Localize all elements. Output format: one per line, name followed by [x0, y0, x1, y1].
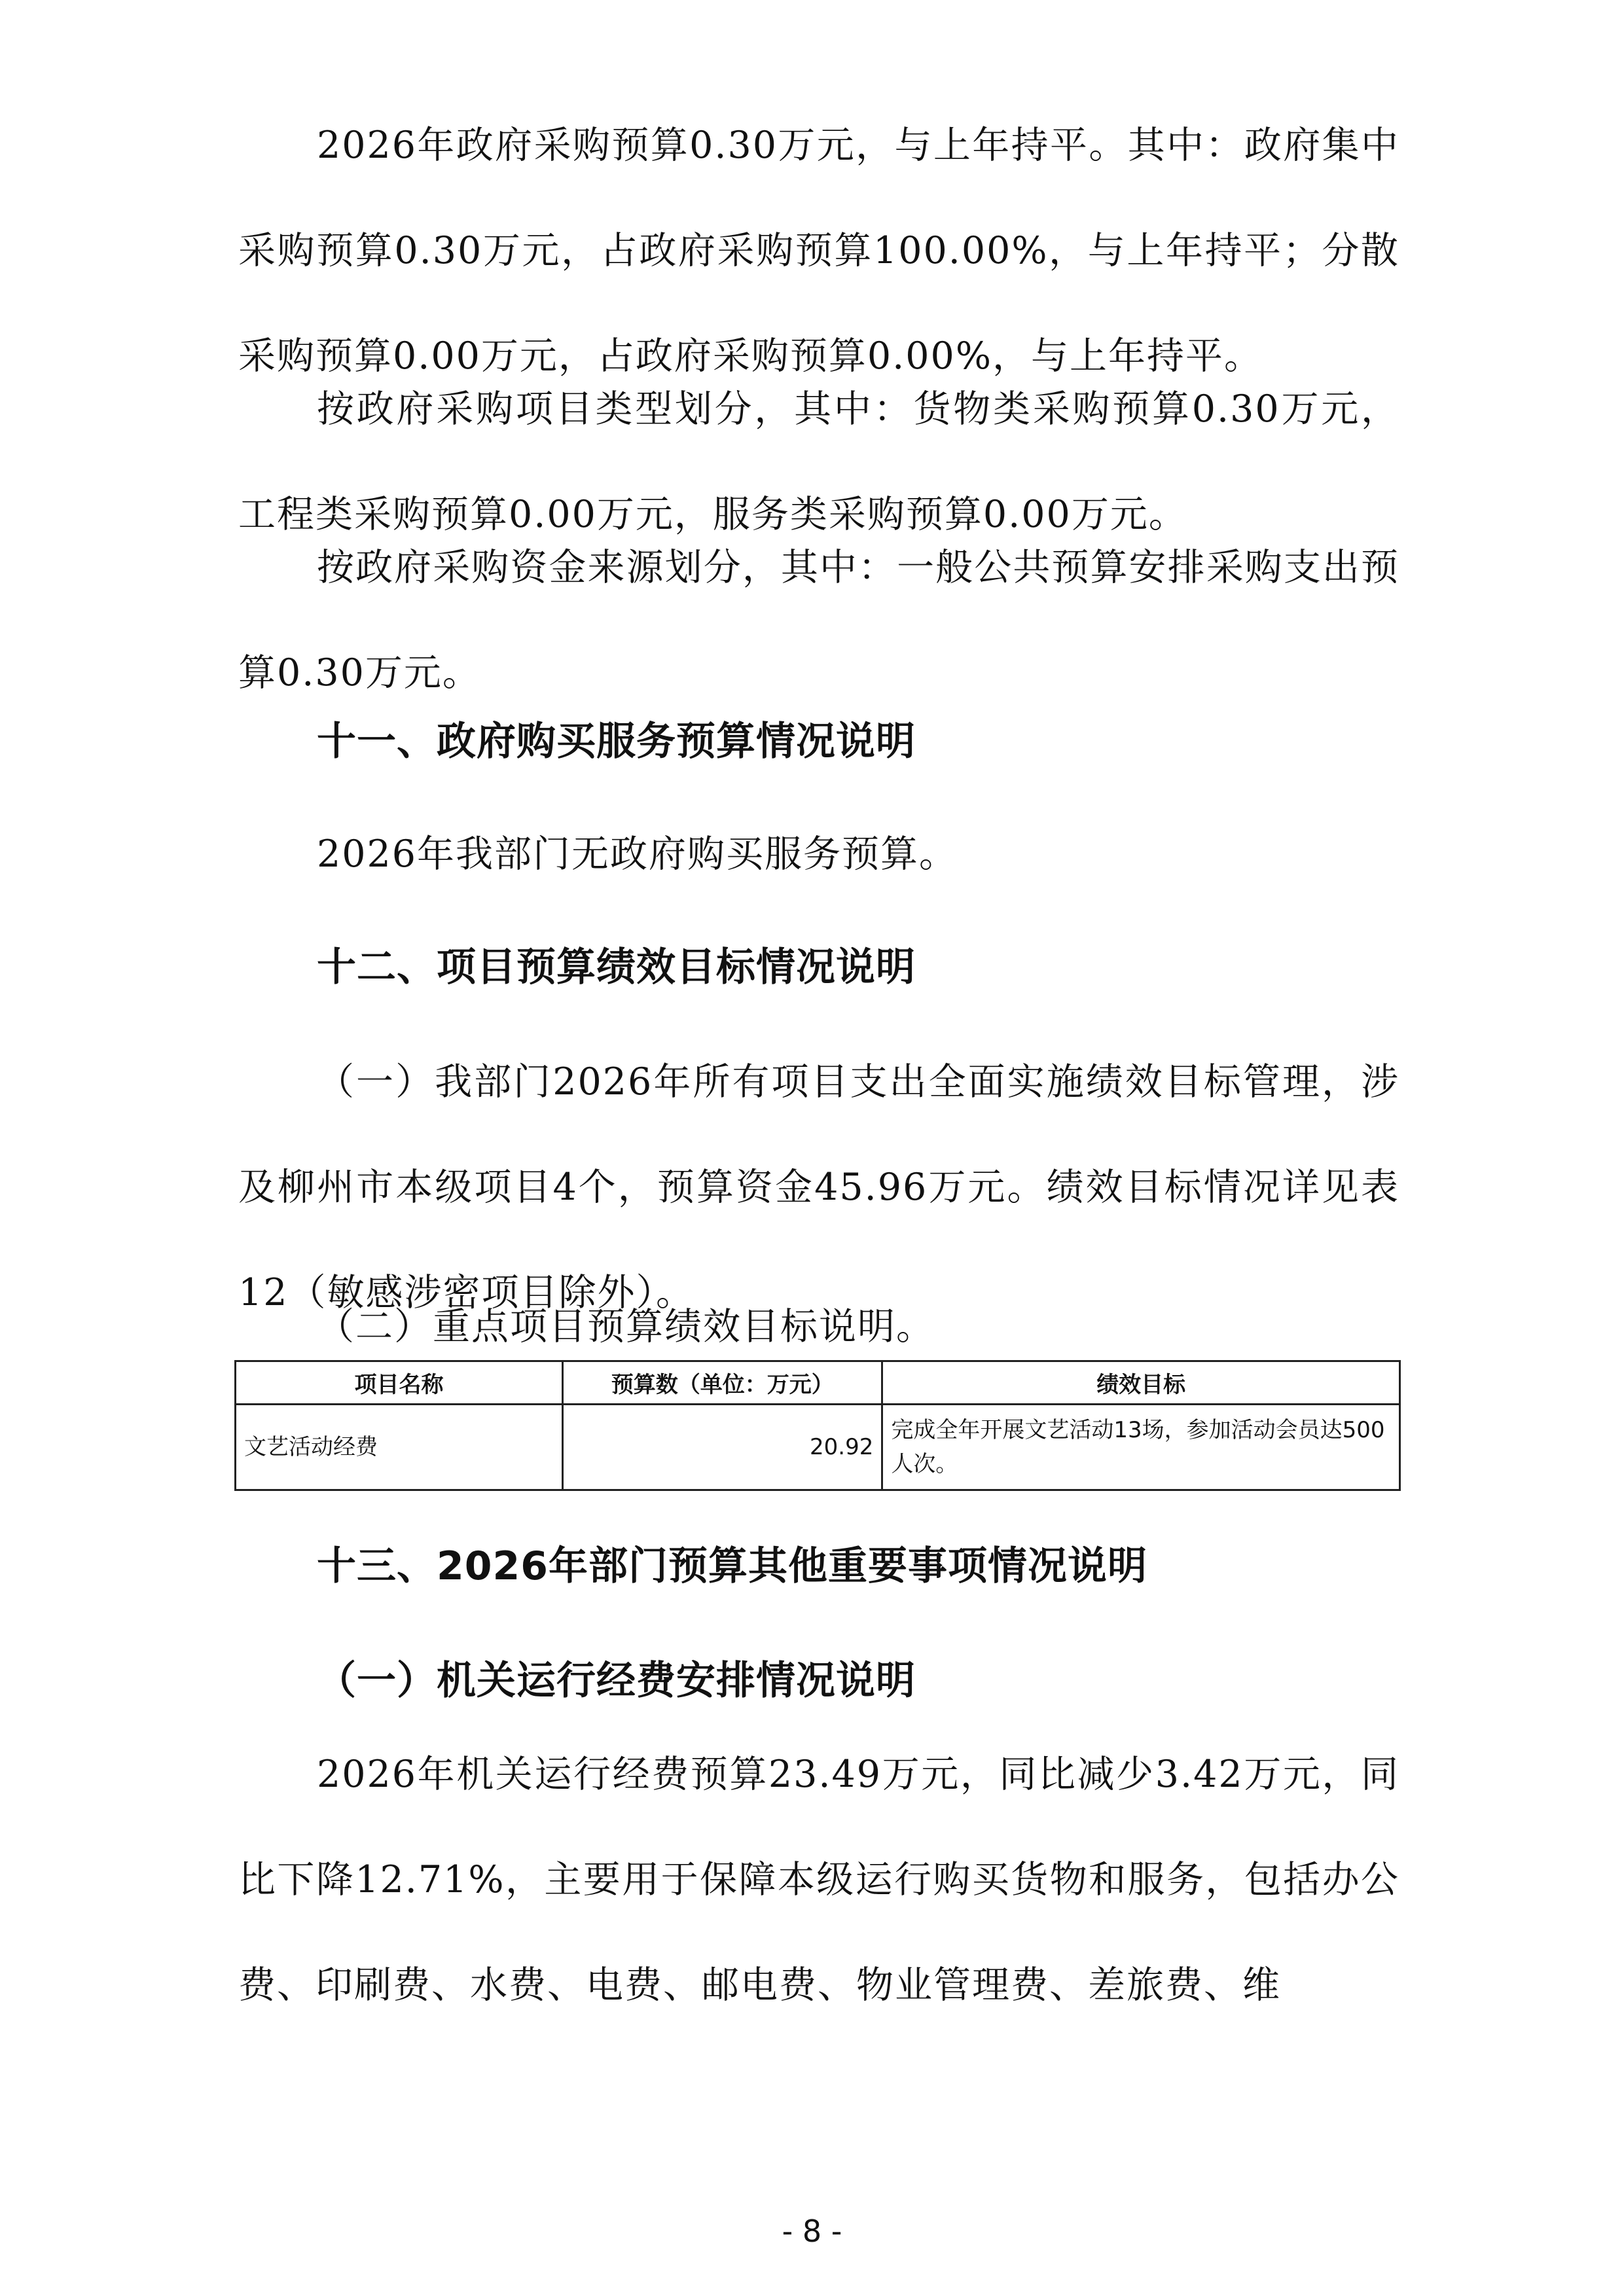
cell-project-name: 文艺活动经费 [236, 1405, 563, 1490]
paragraph-no-service-purchase: 2026年我部门无政府购买服务预算。 [317, 833, 958, 876]
paragraph-performance-management: （一）我部门2026年所有项目支出全面实施绩效目标管理，涉及柳州市本级项目4个，预算资金45.96万元。绩效目标情况详见表12（敏感涉密项目除外）。 [238, 1060, 1399, 1314]
cell-budget-amount: 20.92 [563, 1405, 882, 1490]
paragraph-procurement-by-source: 按政府采购资金来源划分，其中：一般公共预算安排采购支出预算0.30万元。 [238, 546, 1399, 694]
table-header-row [236, 1361, 1400, 1405]
paragraph-procurement-by-type: 按政府采购项目类型划分，其中：货物类采购预算0.30万元，工程类采购预算0.00万元，服务类采购预算0.00万元。 [238, 387, 1399, 536]
column-header-project-name: 项目名称 [236, 1361, 563, 1405]
table-row [236, 1405, 1400, 1490]
paragraph-key-project-targets: （二）重点项目预算绩效目标说明。 [317, 1305, 935, 1348]
cell-performance-target: 完成全年开展文艺活动13场，参加活动会员达500人次。 [882, 1405, 1400, 1490]
column-header-performance-target: 绩效目标 [882, 1361, 1400, 1405]
heading-section-12: 十二、项目预算绩效目标情况说明 [317, 944, 916, 990]
paragraph-procurement-budget: 2026年政府采购预算0.30万元，与上年持平。其中：政府集中采购预算0.30万元，占政府采购预算100.00%，与上年持平；分散采购预算0.00万元，占政府采购预算0.00%，与上年持平。 [238, 124, 1399, 378]
page-number: - 8 - [782, 2214, 842, 2249]
column-header-budget-amount: 预算数（单位：万元） [563, 1361, 882, 1405]
paragraph-office-operating-expenses: 2026年机关运行经费预算23.49万元，同比减少3.42万元，同比下降12.71%，主要用于保障本级运行购买货物和服务，包括办公费、印刷费、水费、电费、邮电费、物业管理费、差旅费、维 [238, 1753, 1399, 2007]
heading-subsection-office-expenses: （一）机关运行经费安排情况说明 [317, 1658, 916, 1704]
heading-section-11: 十一、政府购买服务预算情况说明 [317, 719, 916, 764]
heading-section-13: 十三、2026年部门预算其他重要事项情况说明 [317, 1543, 1147, 1589]
performance-target-table [234, 1360, 1401, 1491]
